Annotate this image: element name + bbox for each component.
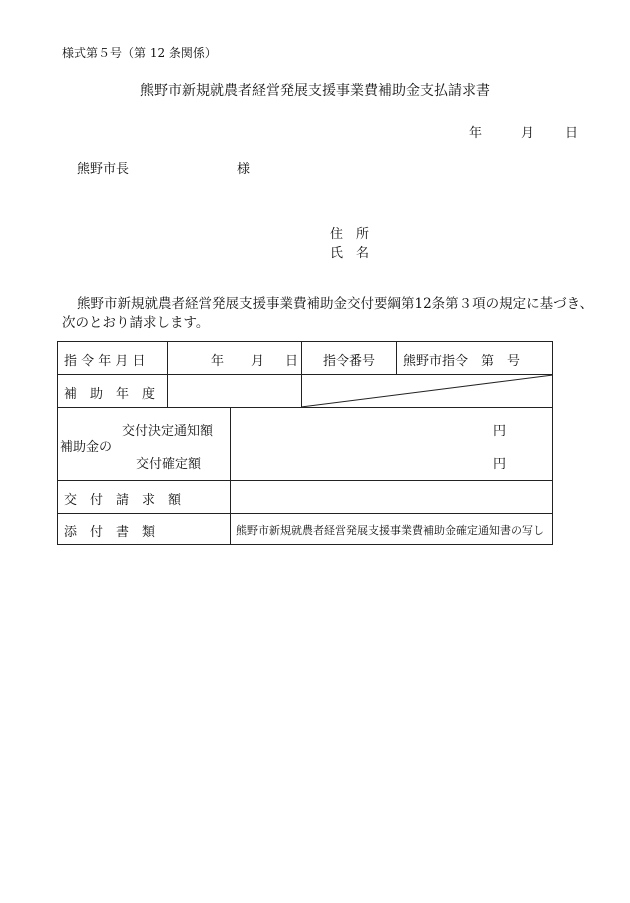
date-month-label: 月 bbox=[521, 126, 535, 141]
directive-date-label: 指 令 年 月 日 bbox=[64, 354, 146, 369]
name-label: 氏 名 bbox=[330, 246, 370, 261]
directive-number-value: 熊野市指令 第 号 bbox=[403, 354, 521, 369]
request-form-table bbox=[57, 341, 553, 545]
table-row-fiscal-year bbox=[58, 375, 552, 408]
form-number-label: 様式第５号（第 12 条関係） bbox=[62, 46, 217, 60]
request-amount-label: 交 付 請 求 額 bbox=[64, 493, 182, 508]
confirmed-amount-label: 交付確定額 bbox=[136, 457, 202, 472]
yen-unit-decision: 円 bbox=[493, 424, 507, 439]
yen-unit-confirmed: 円 bbox=[493, 457, 507, 472]
directive-day-label: 日 bbox=[285, 354, 299, 369]
addressee-honorific: 様 bbox=[237, 162, 251, 177]
table-row-directive bbox=[58, 342, 552, 375]
decision-notice-amount-label: 交付決定通知額 bbox=[122, 424, 214, 439]
diagonal-strike-line bbox=[301, 375, 553, 407]
date-day-label: 日 bbox=[565, 126, 579, 141]
table-row-subsidy-amounts bbox=[58, 408, 552, 481]
address-label: 住 所 bbox=[330, 227, 370, 242]
body-text-line-2: 次のとおり請求します。 bbox=[62, 315, 210, 331]
fiscal-year-label: 補 助 年 度 bbox=[64, 387, 156, 402]
attachments-label: 添 付 書 類 bbox=[64, 525, 156, 540]
directive-year-label: 年 bbox=[211, 354, 225, 369]
directive-number-label: 指令番号 bbox=[323, 354, 376, 369]
subsidy-prefix-label: 補助金の bbox=[60, 440, 113, 455]
table-row-attachments bbox=[58, 514, 552, 544]
directive-month-label: 月 bbox=[251, 354, 265, 369]
addressee-name: 熊野市長 bbox=[77, 162, 130, 177]
attachments-value: 熊野市新規就農者経営発展支援事業費補助金確定通知書の写し bbox=[236, 524, 544, 537]
date-year-label: 年 bbox=[469, 126, 483, 141]
document-title: 熊野市新規就農者経営発展支援事業費補助金支払請求書 bbox=[140, 83, 490, 99]
table-row-request-amount bbox=[58, 481, 552, 514]
body-text-line-1: 熊野市新規就農者経営発展支援事業費補助金交付要綱第12条第３項の規定に基づき、 bbox=[77, 296, 594, 312]
